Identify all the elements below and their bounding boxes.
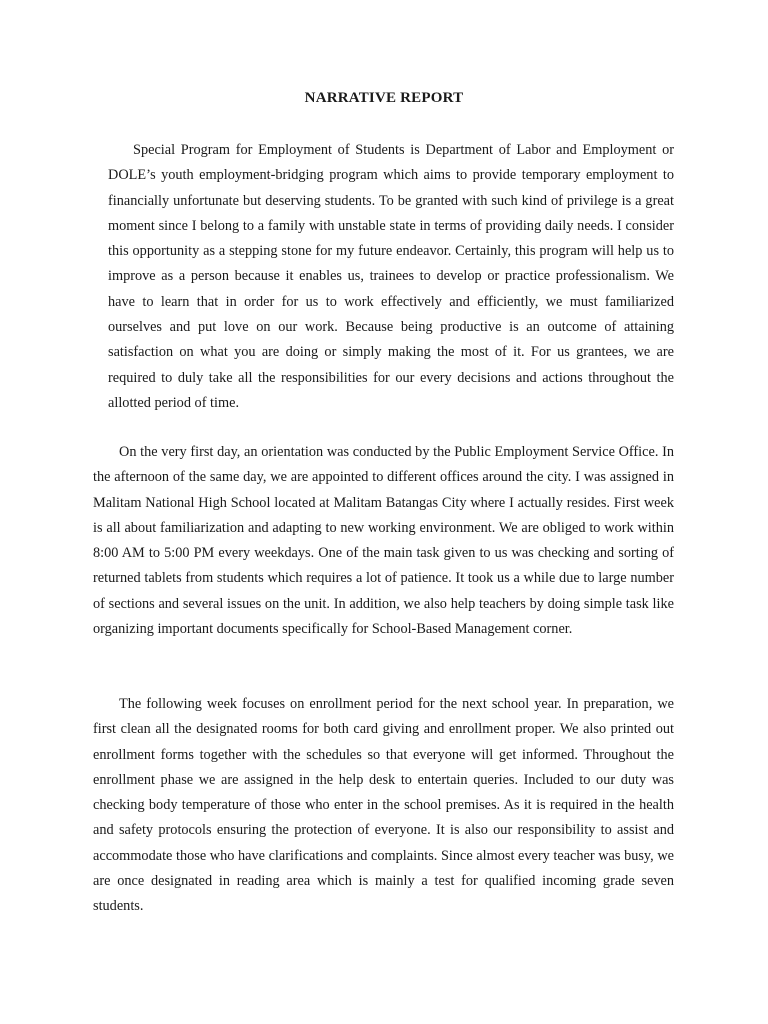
paragraph-enrollment-week: The following week focuses on enrollment period for the next school year. In preparation, we first clean all the designated rooms for both card giving and enrollment proper. We also printed out enrollment forms together with the schedules so that everyone will get informed. Throughout the enrollment phase we are assigned in the help desk to entertain queries. Included to our duty was checking body temperature of those who enter in the school premises. As it is required in the health and safety protocols ensuring the protection of everyone. It is also our responsibility to assist and accommodate those who have clarifications and complaints. Since almost every teacher was busy, we are once designated in reading area which is mainly a test for qualified incoming grade seven students.: [93, 696, 674, 915]
page-title: NARRATIVE REPORT: [304, 90, 464, 106]
paragraph-first-day: On the very first day, an orientation was conducted by the Public Employment Service Office. In the afternoon of the same day, we are appointed to different offices around the city. I was assigned in Malitam National High School located at Malitam Batangas City where I actually resides. First week is all about familiarization and adapting to new working environment. We are obliged to work within 8:00 AM to 5:00 PM every weekdays. One of the main task given to us was checking and sorting of returned tablets from students which requires a lot of patience. It took us a while due to large number of sections and several issues on the unit. In addition, we also help teachers by doing simple task like organizing important documents specifically for School-Based Management corner.: [93, 444, 674, 638]
paragraph-intro: Special Program for Employment of Students is Department of Labor and Employment or DOLE’s youth employment-bridging program which aims to provide temporary employment to financially unfortunate but deserving students. To be granted with such kind of privilege is a great moment since I belong to a family with unstable state in terms of providing daily needs. I consider this opportunity as a stepping stone for my future endeavor. Certainly, this program will help us to improve as a person because it enables us, trainees to develop or practice professionalism. We have to learn that in order for us to work effectively and efficiently, we must familiarized ourselves and put love on our work. Because being productive is an outcome of attaining satisfaction on what you are doing or simply making the most of it. For us grantees, we are required to duly take all the responsibilities for our every decisions and actions throughout the allotted period of time.: [108, 142, 674, 411]
